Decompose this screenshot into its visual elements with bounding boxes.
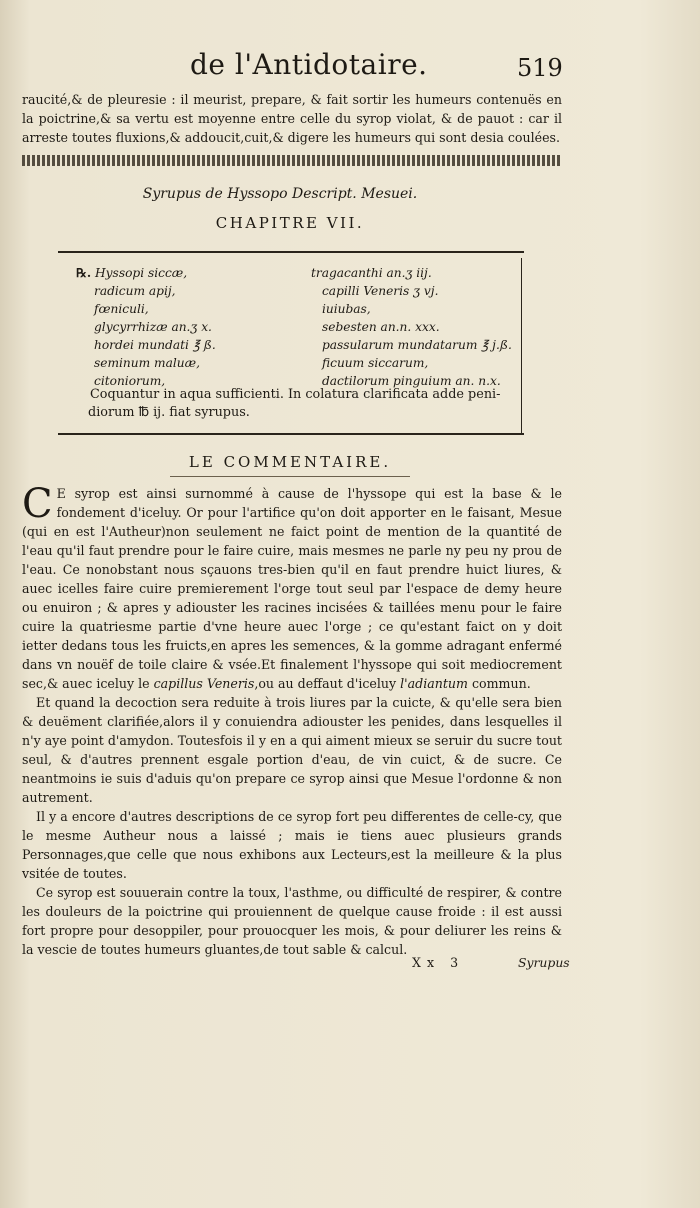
recipe-box-side-rule — [521, 258, 522, 433]
ingredient-right: dactilorum pinguium an. n.x. — [321, 374, 501, 388]
ornamental-band — [22, 155, 562, 166]
chapter-heading: CHAPITRE VII. — [215, 214, 365, 232]
recipe-instructions-line: Coquantur in aqua sufficienti. In colatura clarificata adde peni- — [90, 387, 501, 402]
ingredient-row — [76, 336, 516, 354]
ingredient-left: fœniculi, — [94, 302, 149, 316]
catchword: Syrupus — [518, 955, 570, 970]
ingredient-row — [76, 282, 516, 300]
ingredient-left: hordei mundati ℥ ß. — [94, 338, 216, 352]
commentary-heading: LE COMMENTAIRE. — [188, 453, 392, 471]
ingredient-left: seminum maluæ, — [94, 356, 200, 370]
paragraph-text: commun. — [467, 676, 531, 691]
ingredient-right: iuiubas, — [321, 302, 371, 316]
ingredient-list — [76, 264, 516, 390]
ingredient-right: capilli Veneris ʒ vj. — [321, 284, 439, 298]
page-number: 519 — [517, 54, 563, 82]
paragraph — [22, 481, 562, 693]
ingredient-left: citoniorum, — [94, 374, 166, 388]
ingredient-right: ficuum siccarum, — [321, 356, 429, 370]
drop-cap: C — [22, 481, 53, 527]
paragraph-text: E syrop est ainsi surnommé à cause de l'hyssope qui est la base & le fondement d'iceluy. Or pour l'artifice qu'on doit apporter en le faisant, Mesue (qui en est l'Autheur)non seulement ne faict point de mention de la quantité de l'eau qu'il faut prendre pour le faire cuire, mais mesmes ne parle ny peu ny prou de l'eau. Ce nonobstant nous sçauons tres-bien qu'il en faut prendre huict liures, & auec icelles faire cuire premierement l'orge tout seul par l'espace de demy heure ou enuiron ; & apres y adiouster les racines incisées & taillées menu pour le faire cuire la quatriesme partie d'vne heure auec l'orge ; ce qu'estant faict on y doit ietter dedans tous les fruicts,en apres les semences, & la gomme adragant enfermé dans vn nouëf de toile claire & vsée.Et finalement l'hyssope qui soit mediocrement sec,& auec iceluy le — [22, 486, 562, 691]
ingredient-left — [76, 264, 311, 282]
paragraph: Il y a encore d'autres descriptions de ce syrop fort peu differentes de celle-cy, que le mesme Autheur nous a laissé ; mais ie tiens auec plusieurs grands Personnages,que celle que nous exhibons aux Lecteurs,est la meilleure & la plus vsitée de toutes. — [22, 809, 562, 881]
ingredient-row — [76, 354, 516, 372]
ingredient-right: tragacanthi an.ʒ iij. — [311, 266, 432, 280]
ingredient-row — [76, 300, 516, 318]
ingredient-right: passularum mundatarum ℥ j.ß. — [321, 338, 512, 352]
running-head — [0, 48, 700, 88]
commentary-rule — [170, 476, 410, 477]
recipe-box-bottom-rule — [58, 433, 524, 435]
recipe-instructions — [90, 386, 510, 422]
recipe-box-top-rule — [58, 251, 524, 253]
continued-paragraph: raucité,& de pleuresie : il meurist, prepare, & fait sortir les humeurs contenuës en la poictrine,& sa vertu est moyenne entre celle du syrop violat, & de pauot : car il arreste toutes fluxions,& addoucit,cuit,& digere les humeurs qui sont desia coulées. — [22, 92, 562, 145]
ingredient-row — [76, 264, 516, 282]
commentary-body — [22, 481, 562, 959]
ingredient-left: radicum apij, — [94, 284, 176, 298]
recipe-instructions-line: diorum ℔ ij. fiat syrupus. — [88, 405, 250, 420]
ingredient-left: glycyrrhizæ an.ʒ x. — [94, 320, 212, 334]
paragraph: Ce syrop est souuerain contre la toux, l'asthme, ou difficulté de respirer, & contre les douleurs de la poictrine qui prouiennent de quelque cause froide : il est aussi fort propre pour desoppiler, pour prouocquer les mois, & pour deliurer les reins & la vescie de toutes humeurs gluantes,de tout sable & calcul. — [22, 885, 562, 957]
signature-mark: Xx 3 — [412, 955, 465, 970]
paragraph-italic: l'adiantum — [400, 676, 468, 691]
page-header-title: de l'Antidotaire. — [190, 48, 428, 81]
paragraph: Et quand la decoction sera reduite à trois liures par la cuicte, & qu'elle sera bien & deuëment clarifiée,alors il y conuiendra adiouster les penides, dans lesquelles il n'y aye point d'amydon. Toutesfois il y en a qui aiment mieux se seruir du sucre tout seul, & d'autres prennent esgale portion d'eau, de vin cuict, & de sucre. Ce neantmoins ie suis d'aduis qu'on prepare ce syrop ainsi que Mesue l'ordonne & non autrement. — [22, 695, 562, 805]
ingredient-row — [76, 318, 516, 336]
recipe-title: Syrupus de Hyssopo Descript. Mesuei. — [142, 186, 418, 202]
ingredient-right: sebesten an.n. xxx. — [321, 320, 440, 334]
recipe-symbol: ℞. — [76, 266, 92, 280]
paragraph-italic: capillus Veneris — [153, 676, 255, 691]
ingredient-text: Hyssopi siccæ, — [95, 266, 188, 280]
paragraph-text: ,ou au deffaut d'iceluy — [254, 676, 401, 691]
